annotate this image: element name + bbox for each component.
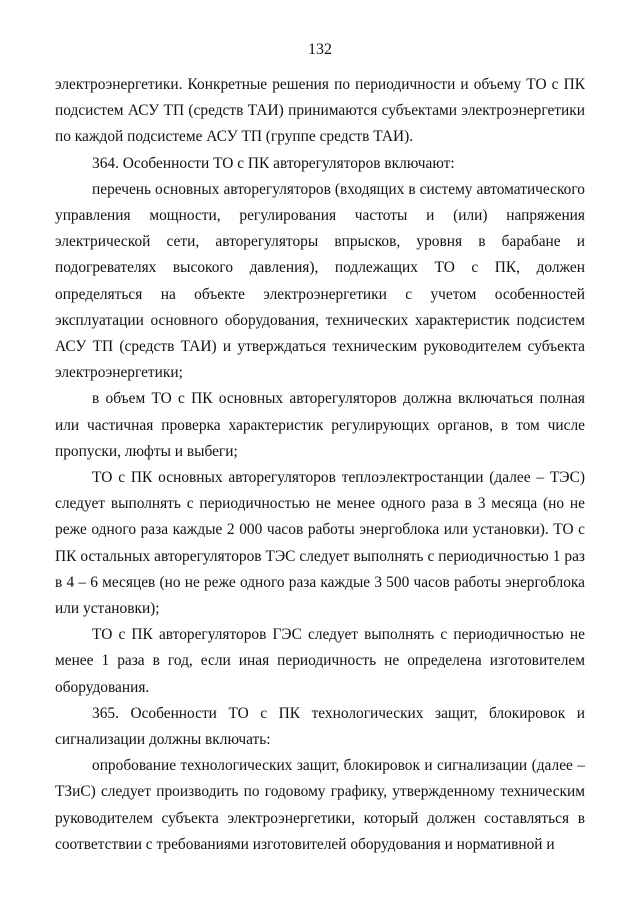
paragraph-tes-periodicity: ТО с ПК основных авторегуляторов теплоэлектростанции (далее – ТЭС) следует выполнять с периодичностью не менее одного раза в 3 месяца (но не реже одного раза каждые 2 000 часов работы энергоблока или установки). ТО с ПК остальных авторегуляторов ТЭС следует выполнять с периодичностью 1 раз в 4 – 6 месяцев (но не реже одного раза каждые 3 500 часов работы энергоблока или установки); [55, 469, 585, 618]
paragraph-tzis-testing: опробование технологических защит, блокировок и сигнализации (далее – ТЗиС) следует производить по годовому графику, утвержденному техническим руководителем субъекта электроэнергетики, который должен составляться в соответствии с требованиями изготовителей оборудования и нормативной и [55, 757, 585, 853]
paragraph-ges-periodicity: ТО с ПК авторегуляторов ГЭС следует выполнять с периодичностью не менее 1 раза в год, если иная периодичность не определена изготовителем оборудования. [55, 626, 585, 696]
paragraph-autoregulator-list: перечень основных авторегуляторов (входящих в систему автоматического управления мощности, регулирования частоты и (или) напряжения электрической сети, авторегуляторы впрысков, уровня в барабане и подогревателях высокого давления), подлежащих ТО с ПК, должен определяться на объекте электроэнергетики с учетом особенностей эксплуатации основного оборудования, технических характеристик подсистем АСУ ТП (средств ТАИ) и утверждаться техническим руководителем субъекта электроэнергетики; [55, 180, 585, 382]
paragraph-autoregulator-scope: в объем ТО с ПК основных авторегуляторов должна включаться полная или частичная проверка характеристик регулирующих органов, в том числе пропуски, люфты и выбеги; [55, 390, 585, 460]
page-number: 132 [308, 41, 332, 58]
paragraph-clause-364-heading: 364. Особенности ТО с ПК авторегуляторов включают: [92, 154, 455, 172]
paragraph-clause-365-heading: 365. Особенности ТО с ПК технологических защит, блокировок и сигнализации должны включать: [55, 704, 585, 749]
paragraph-continuation: электроэнергетики. Конкретные решения по периодичности и объему ТО с ПК подсистем АСУ ТП (средств ТАИ) принимаются субъектами электроэнергетики по каждой подсистеме АСУ ТП (группе средств ТАИ). [55, 76, 585, 146]
document-body [55, 72, 585, 858]
